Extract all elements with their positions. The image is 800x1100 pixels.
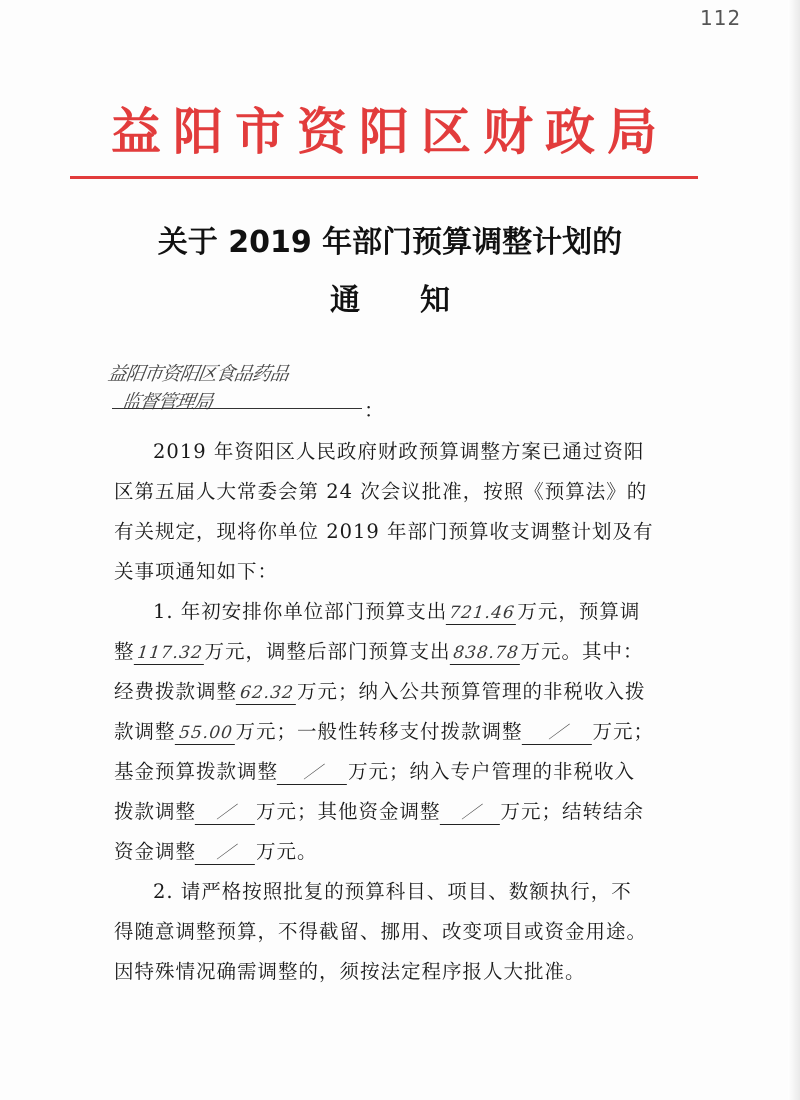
intro-line-3: 有关规定，现将你单位 2019 年部门预算收支调整计划及有 [114,520,654,543]
item1-text: 拨款调整 [114,800,197,823]
recipient-line-2: 监督管理局 [120,391,214,413]
item1-text: 万元；纳入公共预算管理的非税收入拨 [297,680,646,703]
intro-line-1: 2019 年资阳区人民政府财政预算调整方案已通过资阳 [153,440,645,463]
item1-text: 万元；结转结余 [500,800,645,823]
item1-text: 经费拨款调整 [114,680,238,703]
document-title: 关于 2019 年部门预算调整计划的 [157,225,623,260]
recipient-line-1: 益阳市资阳区食品药品 [106,363,290,385]
item1-text: 万元。 [256,840,318,863]
item1-text: 款调整 [114,720,176,743]
transfer-adjustment-value: ／ [521,722,593,745]
document-subtitle: 通 知 [330,283,450,318]
initial-budget-value: 721.46 [446,602,518,625]
item2-line-3: 因特殊情况确需调整的，须按法定程序报人大批准。 [114,960,586,983]
item1-line-4 [114,712,674,752]
item1-line-3 [114,672,674,712]
item1-text: 万元，预算调 [517,600,641,623]
item1-line-1 [114,592,674,632]
recipient-colon: ： [364,398,384,422]
intro-line-4: 关事项通知如下： [114,560,279,583]
item1-text: 1. 年初安排你单位部门预算支出 [153,600,448,623]
funding-adjustment-value: 62.32 [236,682,298,705]
item1-text: 万元，调整后部门预算支出 [204,640,451,663]
other-funds-adjustment-value: ／ [439,802,501,825]
adjusted-budget-value: 838.78 [449,642,521,665]
intro-line-2: 区第五届人大常委会第 24 次会议批准，按照《预算法》的 [114,480,648,503]
recipient-underline [112,408,362,409]
item1-line-2 [114,632,674,672]
issuing-agency-header: 益阳市资阳区财政局 [111,102,669,161]
item1-text: 万元；其他资金调整 [256,800,441,823]
nontax-adjustment-value: 55.00 [174,722,236,745]
item1-text: 万元。其中： [520,640,644,663]
carryover-adjustment-value: ／ [195,842,257,865]
item1-text: 基金预算拨款调整 [114,760,279,783]
item1-line-6 [114,792,674,832]
item1-line-7 [114,832,674,872]
fund-budget-adjustment-value: ／ [277,762,349,785]
notice-body [114,432,674,1032]
special-account-adjustment-value: ／ [195,802,257,825]
recipient-block [108,360,408,426]
item1-line-5 [114,752,674,792]
item1-text: 万元；纳入专户管理的非税收入 [348,760,636,783]
item1-text: 资金调整 [114,840,197,863]
red-header-rule [70,176,698,179]
item2-line-1: 2. 请严格按照批复的预算科目、项目、数额执行，不 [153,880,632,903]
item1-text: 整 [114,640,135,663]
page-edge-shadow [788,0,800,1100]
page-number: 112 [700,6,742,30]
adjustment-value: 117.32 [133,642,205,665]
item2-line-2: 得随意调整预算，不得截留、挪用、改变项目或资金用途。 [114,920,648,943]
item1-text: 万元；一般性转移支付拨款调整 [235,720,523,743]
item1-text: 万元； [592,720,655,743]
